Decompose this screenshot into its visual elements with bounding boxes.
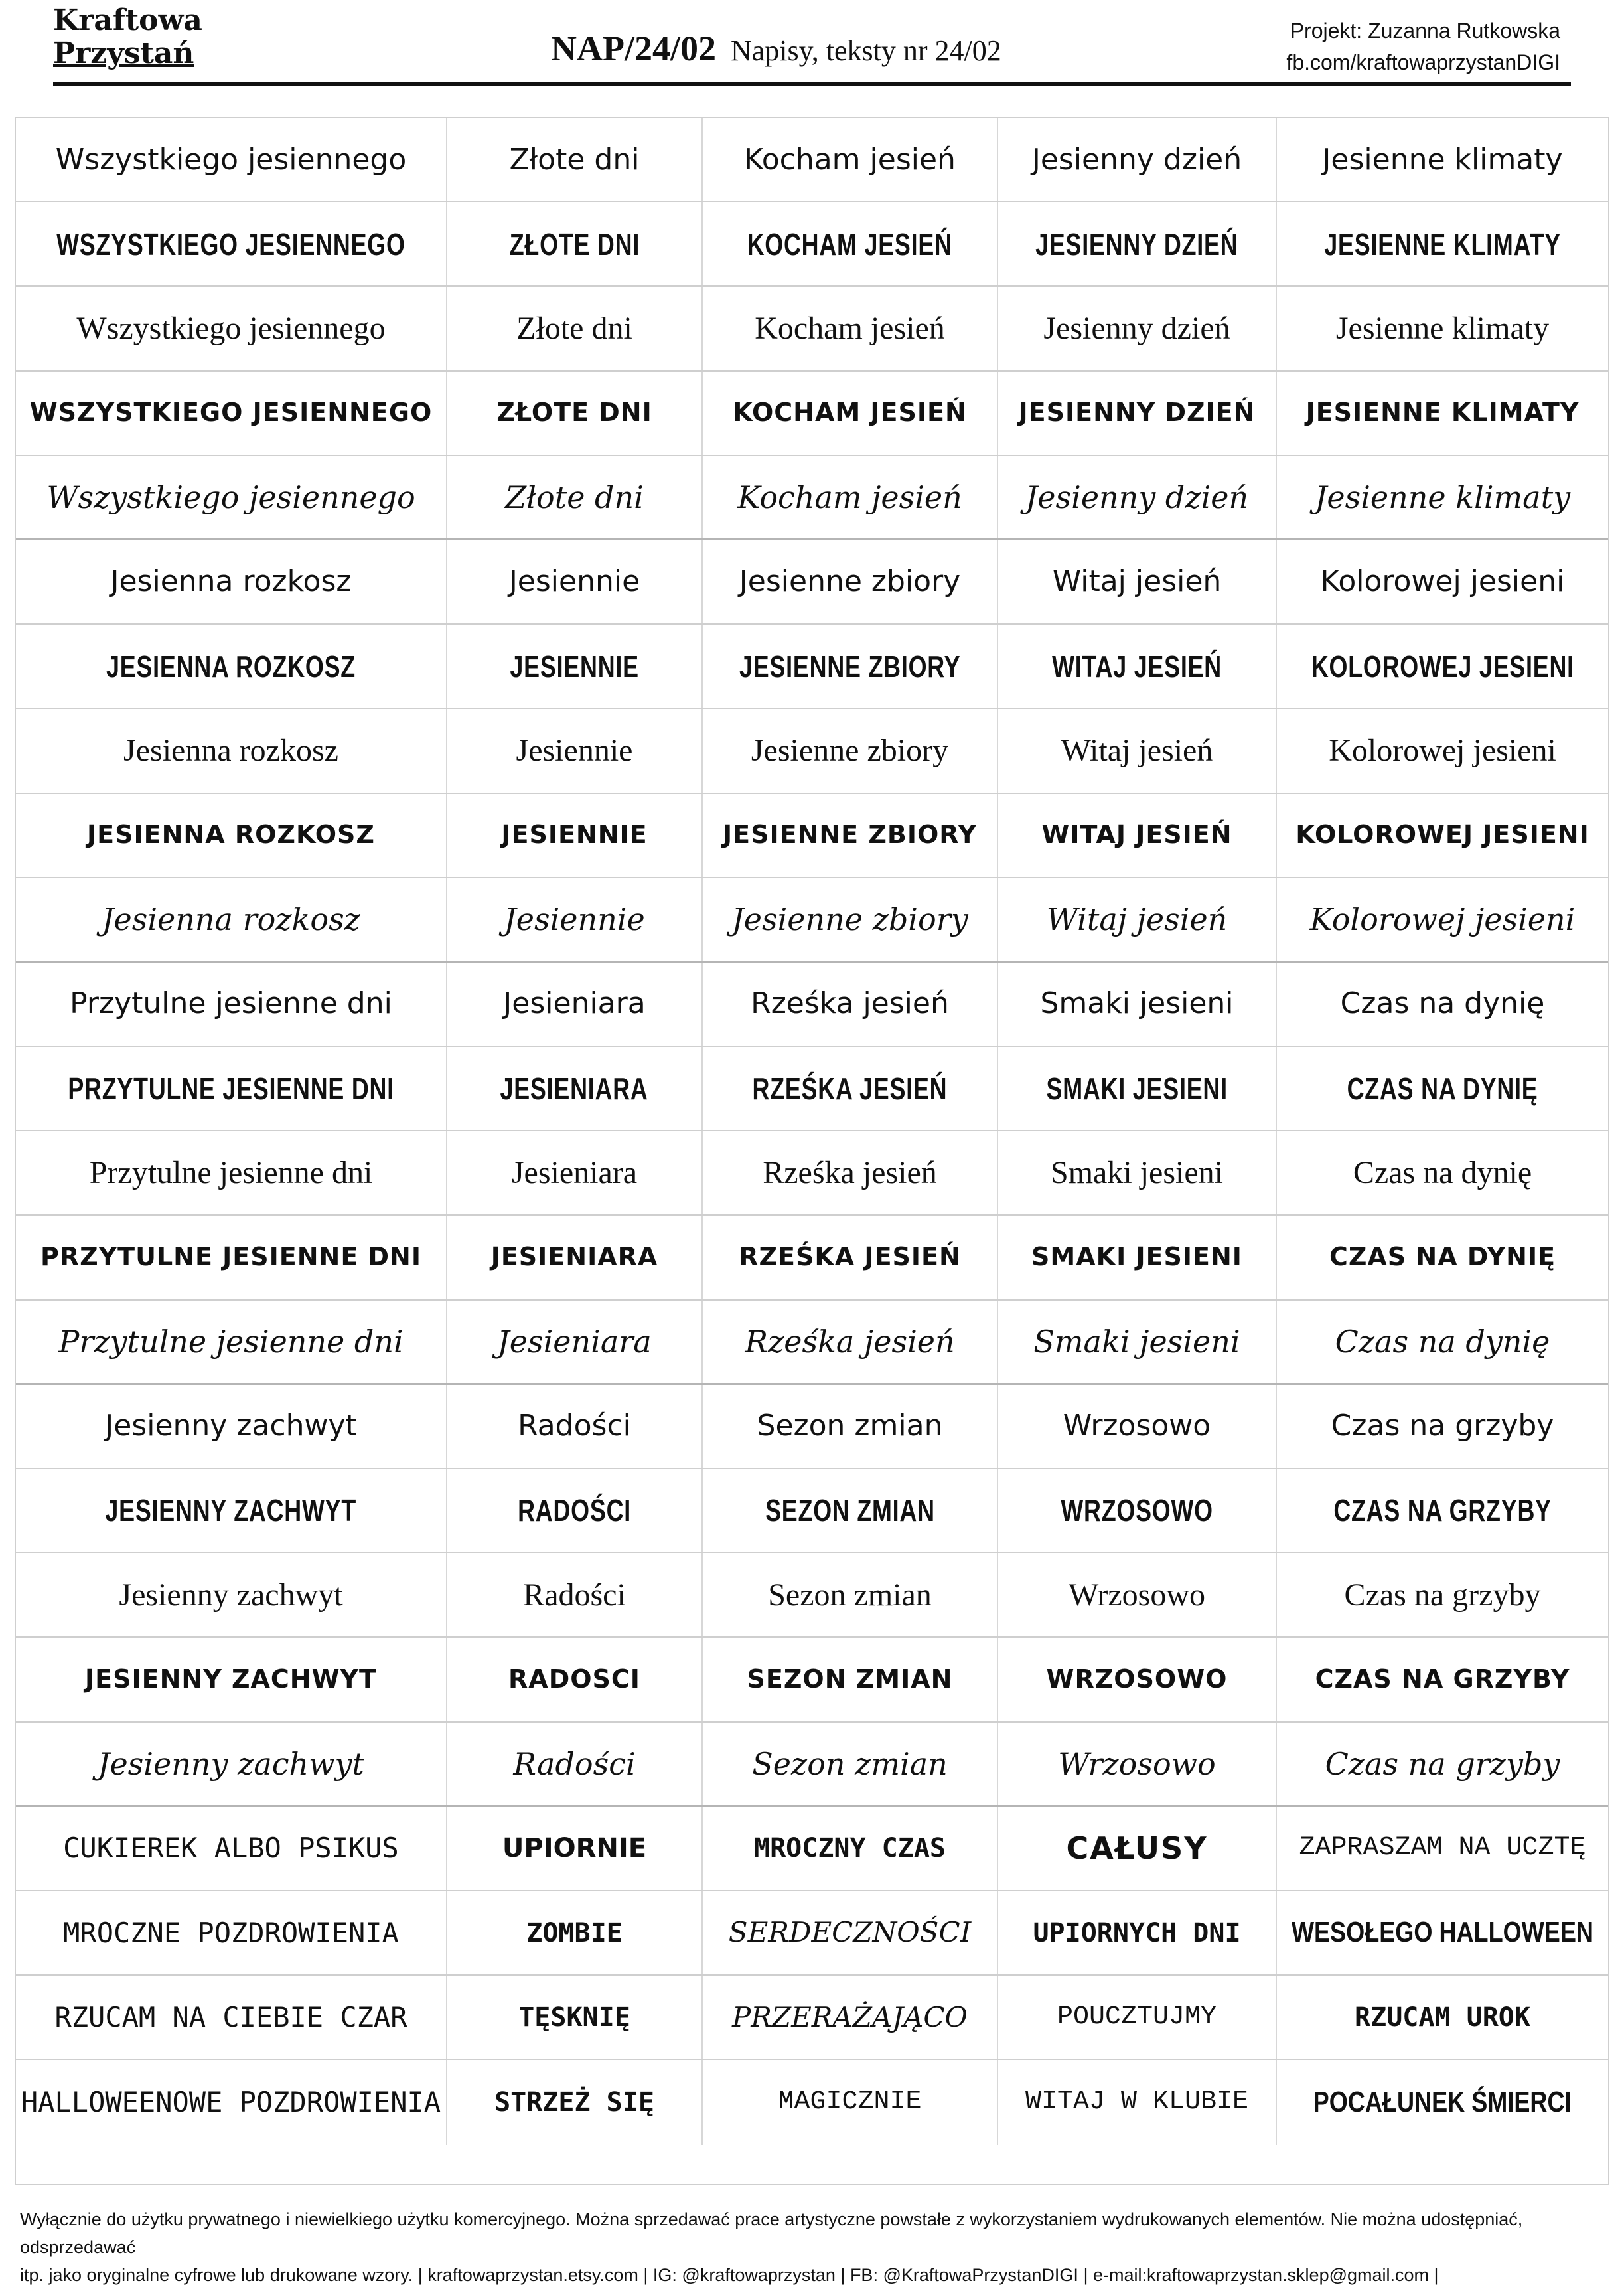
footer-contact: itp. jako oryginalne cyfrowe lub drukowane wzory. | kraftowaprzystan.etsy.com | IG: @kraftowaprzystan | FB: @KraftowaPrzystanDIGI | e-mail:kraftowaprzystan.sklep@gmail.com | <box>20 2265 1439 2285</box>
lettering-cell <box>998 118 1277 201</box>
lettering-text: PRZERAŻAJĄCO <box>732 2000 968 2033</box>
lettering-cell <box>998 1131 1277 1214</box>
lettering-text: Rześka jesień <box>745 1323 955 1360</box>
lettering-text: WSZYSTKIEGO JESIENNEGO <box>56 226 406 262</box>
lettering-text: WESOŁEGO HALLOWEEN <box>1292 1916 1594 1949</box>
lettering-text: Jesieniara <box>511 1154 638 1190</box>
grid-row <box>16 202 1608 287</box>
grid-row <box>16 1723 1608 1807</box>
lettering-cell <box>1277 1723 1608 1805</box>
lettering-text: ZOMBIE <box>526 1917 623 1948</box>
lettering-cell <box>447 1301 703 1383</box>
lettering-text: Wrzosowo <box>1058 1745 1216 1782</box>
lettering-cell <box>1277 709 1608 792</box>
lettering-cell <box>703 1976 998 2059</box>
lettering-text: JESIENNY ZACHWYT <box>85 1664 377 1694</box>
lettering-text: JESIENNY ZACHWYT <box>105 1493 357 1528</box>
grid-row <box>16 1216 1608 1300</box>
lettering-cell <box>998 1891 1277 1974</box>
lettering-text: MAGICZNIE <box>778 2087 922 2117</box>
lettering-cell <box>998 709 1277 792</box>
lettering-text: Kocham jesień <box>755 310 945 346</box>
lettering-text: Radości <box>523 1577 626 1613</box>
lettering-cell <box>447 709 703 792</box>
lettering-cell <box>16 878 447 961</box>
lettering-text: Przytulne jesienne dni <box>70 987 392 1021</box>
lettering-cell <box>447 1723 703 1805</box>
lettering-text: CZAS NA DYNIĘ <box>1347 1071 1538 1106</box>
lettering-text: Czas na dynię <box>1340 987 1545 1021</box>
lettering-text: Jesienna rozkosz <box>102 901 360 937</box>
lettering-cell <box>447 1131 703 1214</box>
lettering-cell <box>998 1469 1277 1552</box>
lettering-cell <box>703 118 998 201</box>
grid-row <box>16 2060 1608 2144</box>
lettering-text: Jesieniara <box>497 1323 652 1360</box>
lettering-cell <box>703 1216 998 1299</box>
lettering-cell <box>16 1131 447 1214</box>
lettering-cell <box>703 1807 998 1890</box>
lettering-text: Jesienne zbiory <box>751 732 949 768</box>
lettering-cell <box>1277 625 1608 708</box>
lettering-text: Jesienny zachwyt <box>119 1577 343 1613</box>
grid-row <box>16 963 1608 1047</box>
lettering-text: WRZOSOWO <box>1061 1493 1213 1528</box>
lettering-cell <box>447 963 703 1046</box>
set-code: NAP/24/02 <box>551 29 716 68</box>
lettering-cell <box>16 202 447 285</box>
lettering-cell <box>703 287 998 370</box>
lettering-cell <box>703 878 998 961</box>
lettering-text: PRZYTULNE JESIENNE DNI <box>68 1071 394 1106</box>
lettering-text: JESIENNE ZBIORY <box>739 649 961 684</box>
lettering-text: SMAKI JESIENI <box>1031 1242 1242 1272</box>
lettering-text: ZŁOTE DNI <box>496 398 652 428</box>
set-subtitle: Napisy, teksty nr 24/02 <box>731 35 1001 67</box>
lettering-cell <box>447 2060 703 2144</box>
lettering-text: SEZON ZMIAN <box>765 1493 935 1528</box>
lettering-cell <box>998 625 1277 708</box>
lettering-text: Rześka jesień <box>751 987 949 1021</box>
lettering-text: RZUCAM NA CIEBIE CZAR <box>54 2000 407 2033</box>
grid-row <box>16 456 1608 540</box>
lettering-cell <box>998 1301 1277 1383</box>
lettering-cell <box>16 1047 447 1130</box>
lettering-cell <box>1277 118 1608 201</box>
lettering-text: WRZOSOWO <box>1046 1664 1228 1694</box>
lettering-cell <box>16 625 447 708</box>
lettering-cell <box>16 1807 447 1890</box>
lettering-cell <box>447 1638 703 1721</box>
lettering-cell <box>16 1723 447 1805</box>
lettering-text: JESIENIARA <box>490 1242 658 1272</box>
lettering-cell <box>16 1301 447 1383</box>
logo-line-2: Przystań <box>53 37 194 70</box>
lettering-text: Jesienne zbiory <box>739 564 961 599</box>
lettering-cell <box>703 456 998 538</box>
grid-row <box>16 625 1608 709</box>
lettering-text: Przytulne jesienne dni <box>58 1323 404 1360</box>
lettering-cell <box>998 372 1277 455</box>
lettering-text: UPIORNIE <box>502 1833 647 1864</box>
lettering-cell <box>16 540 447 623</box>
lettering-text: Wszystkiego jesiennego <box>55 142 407 177</box>
lettering-cell <box>16 1976 447 2059</box>
lettering-cell <box>16 963 447 1046</box>
lettering-text: TĘSKNIĘ <box>518 2002 630 2033</box>
lettering-text: POUCZTUJMY <box>1057 2002 1217 2032</box>
lettering-text: Czas na grzyby <box>1344 1577 1541 1613</box>
lettering-cell <box>998 1216 1277 1299</box>
lettering-cell <box>16 1553 447 1636</box>
lettering-cell <box>16 287 447 370</box>
lettering-cell <box>998 287 1277 370</box>
lettering-text: SMAKI JESIENI <box>1046 1071 1228 1106</box>
lettering-cell <box>447 1385 703 1468</box>
lettering-cell <box>998 794 1277 877</box>
brand-logo <box>53 4 292 70</box>
lettering-text: JESIENNY DZIEŃ <box>1018 398 1256 428</box>
lettering-text: Jesiennie <box>508 564 640 599</box>
lettering-text: Radości <box>513 1745 636 1782</box>
lettering-cell <box>703 625 998 708</box>
lettering-cell <box>703 1891 998 1974</box>
lettering-grid <box>15 117 1609 2185</box>
lettering-text: Smaki jesieni <box>1051 1154 1223 1190</box>
lettering-cell <box>1277 1638 1608 1721</box>
lettering-cell <box>998 963 1277 1046</box>
lettering-cell <box>703 2060 998 2144</box>
lettering-text: Jesienna rozkosz <box>110 564 352 599</box>
lettering-text: Smaki jesieni <box>1033 1323 1240 1360</box>
lettering-text: RZEŚKA JESIEŃ <box>739 1242 961 1272</box>
lettering-cell <box>703 1047 998 1130</box>
lettering-text: Sezon zmian <box>752 1745 948 1782</box>
grid-row <box>16 709 1608 793</box>
lettering-cell <box>447 540 703 623</box>
lettering-cell <box>447 1891 703 1974</box>
page-title <box>551 28 1001 69</box>
lettering-text: Złote dni <box>509 142 640 177</box>
lettering-cell <box>16 118 447 201</box>
lettering-text: MROCZNY CZAS <box>754 1833 946 1864</box>
lettering-text: HALLOWEENOWE POZDROWIENIA <box>21 2085 441 2118</box>
lettering-cell <box>1277 1131 1608 1214</box>
lettering-cell <box>1277 202 1608 285</box>
lettering-text: CUKIEREK ALBO PSIKUS <box>63 1832 399 1865</box>
grid-row <box>16 1553 1608 1638</box>
lettering-text: SERDECZNOŚCI <box>728 1916 972 1949</box>
lettering-cell <box>703 709 998 792</box>
lettering-cell <box>16 456 447 538</box>
lettering-text: KOCHAM JESIEŃ <box>747 226 953 262</box>
lettering-text: ZŁOTE DNI <box>509 226 640 262</box>
lettering-text: JESIENIARA <box>500 1071 649 1106</box>
lettering-text: Złote dni <box>516 310 632 346</box>
lettering-cell <box>447 372 703 455</box>
lettering-cell <box>1277 2060 1608 2144</box>
lettering-text: CAŁUSY <box>1066 1830 1208 1867</box>
lettering-cell <box>1277 1976 1608 2059</box>
lettering-text: Jesienny dzień <box>1025 479 1249 515</box>
lettering-cell <box>447 1216 703 1299</box>
lettering-cell <box>16 1469 447 1552</box>
lettering-cell <box>447 625 703 708</box>
lettering-cell <box>998 540 1277 623</box>
lettering-text: Witaj jesień <box>1052 564 1222 599</box>
lettering-cell <box>1277 1891 1608 1974</box>
lettering-text: JESIENNE KLIMATY <box>1305 398 1580 428</box>
header-divider <box>53 82 1571 86</box>
lettering-cell <box>703 1638 998 1721</box>
page-footer <box>20 2205 1606 2289</box>
lettering-text: Witaj jesień <box>1046 901 1228 937</box>
grid-row <box>16 287 1608 371</box>
lettering-cell <box>703 1469 998 1552</box>
facebook-link[interactable]: fb.com/kraftowaprzystanDIGI <box>1286 50 1560 74</box>
lettering-text: MROCZNE POZDROWIENIA <box>63 1916 399 1949</box>
lettering-cell <box>447 878 703 961</box>
lettering-cell <box>16 1638 447 1721</box>
grid-row <box>16 878 1608 963</box>
lettering-text: Czas na grzyby <box>1325 1745 1560 1782</box>
lettering-text: JESIENNA ROZKOSZ <box>87 820 375 850</box>
lettering-text: Smaki jesieni <box>1040 987 1234 1021</box>
lettering-text: Jesienny zachwyt <box>98 1745 364 1782</box>
lettering-text: WITAJ JESIEŃ <box>1052 649 1222 684</box>
lettering-text: Kolorowej jesieni <box>1329 732 1556 768</box>
lettering-text: Przytulne jesienne dni <box>89 1154 373 1190</box>
lettering-cell <box>1277 878 1608 961</box>
lettering-cell <box>16 372 447 455</box>
lettering-text: RADOŚCI <box>518 1493 631 1528</box>
lettering-cell <box>998 1638 1277 1721</box>
lettering-text: JESIENNA ROZKOSZ <box>106 649 356 684</box>
lettering-cell <box>1277 963 1608 1046</box>
lettering-text: Czas na grzyby <box>1331 1409 1554 1443</box>
lettering-text: UPIORNYCH DNI <box>1033 1917 1241 1948</box>
lettering-text: WITAJ JESIEŃ <box>1041 820 1232 850</box>
lettering-cell <box>703 1553 998 1636</box>
grid-row <box>16 1047 1608 1131</box>
lettering-cell <box>1277 456 1608 538</box>
lettering-text: JESIENNY DZIEŃ <box>1035 226 1238 262</box>
lettering-text: Witaj jesień <box>1061 732 1213 768</box>
lettering-text: Jesienne zbiory <box>731 901 968 937</box>
lettering-text: SEZON ZMIAN <box>747 1664 953 1694</box>
lettering-text: RZEŚKA JESIEŃ <box>752 1071 948 1106</box>
lettering-text: ZAPRASZAM NA UCZTĘ <box>1299 1833 1586 1863</box>
grid-row <box>16 1131 1608 1216</box>
lettering-text: Kolorowej jesieni <box>1320 564 1565 599</box>
lettering-cell <box>703 540 998 623</box>
lettering-cell <box>998 1385 1277 1468</box>
lettering-cell <box>1277 1553 1608 1636</box>
lettering-text: Czas na dynię <box>1335 1323 1550 1360</box>
lettering-text: Jesienna rozkosz <box>123 732 338 768</box>
grid-row <box>16 1301 1608 1385</box>
lettering-cell <box>998 202 1277 285</box>
lettering-text: RADOSCI <box>508 1664 640 1694</box>
lettering-text: Wrzosowo <box>1068 1577 1205 1613</box>
grid-row <box>16 1638 1608 1722</box>
lettering-text: JESIENNE ZBIORY <box>722 820 977 850</box>
lettering-cell <box>447 287 703 370</box>
lettering-cell <box>447 1807 703 1890</box>
lettering-cell <box>1277 1216 1608 1299</box>
lettering-cell <box>447 118 703 201</box>
lettering-text: Kolorowej jesieni <box>1309 901 1576 937</box>
lettering-text: POCAŁUNEK ŚMIERCI <box>1313 2085 1572 2118</box>
lettering-text: Jesienny dzień <box>1031 142 1242 177</box>
project-info <box>1286 15 1560 78</box>
grid-row <box>16 372 1608 456</box>
grid-row <box>16 1891 1608 1976</box>
lettering-text: KOLOROWEJ JESIENI <box>1295 820 1589 850</box>
lettering-text: Wszystkiego jesiennego <box>46 479 415 515</box>
lettering-text: Kocham jesień <box>744 142 956 177</box>
grid-row <box>16 1385 1608 1469</box>
lettering-cell <box>998 1723 1277 1805</box>
lettering-text: JESIENNIE <box>510 649 639 684</box>
lettering-text: RZUCAM UROK <box>1355 2002 1530 2033</box>
lettering-cell <box>703 1385 998 1468</box>
lettering-cell <box>703 963 998 1046</box>
lettering-text: Jesienne klimaty <box>1335 310 1550 346</box>
lettering-text: Wszystkiego jesiennego <box>76 310 386 346</box>
logo-line-1: Kraftowa <box>53 3 202 37</box>
lettering-text: KOLOROWEJ JESIENI <box>1311 649 1574 684</box>
project-author: Projekt: Zuzanna Rutkowska <box>1290 19 1560 42</box>
lettering-text: Jesiennie <box>516 732 633 768</box>
lettering-text: Jesiennie <box>504 901 645 937</box>
lettering-cell <box>703 1301 998 1383</box>
lettering-text: Czas na dynię <box>1353 1154 1532 1190</box>
lettering-cell <box>1277 1807 1608 1890</box>
lettering-text: PRZYTULNE JESIENNE DNI <box>40 1242 421 1272</box>
lettering-cell <box>16 1891 447 1974</box>
lettering-cell <box>447 1469 703 1552</box>
lettering-text: WSZYSTKIEGO JESIENNEGO <box>29 398 433 428</box>
lettering-cell <box>1277 1047 1608 1130</box>
lettering-cell <box>1277 540 1608 623</box>
lettering-cell <box>998 1976 1277 2059</box>
lettering-cell <box>1277 1301 1608 1383</box>
lettering-text: CZAS NA DYNIĘ <box>1329 1242 1556 1272</box>
lettering-cell <box>1277 794 1608 877</box>
lettering-cell <box>447 1976 703 2059</box>
lettering-cell <box>998 1553 1277 1636</box>
lettering-cell <box>703 794 998 877</box>
lettering-text: Rześka jesień <box>763 1154 937 1190</box>
lettering-cell <box>16 794 447 877</box>
lettering-text: Jesienny zachwyt <box>105 1409 357 1443</box>
lettering-text: Jesienne klimaty <box>1322 142 1563 177</box>
lettering-text: Jesieniara <box>503 987 646 1021</box>
lettering-cell <box>447 1047 703 1130</box>
lettering-cell <box>998 456 1277 538</box>
grid-row <box>16 1469 1608 1553</box>
lettering-text: Radości <box>518 1409 631 1443</box>
lettering-cell <box>998 2060 1277 2144</box>
lettering-text: STRZEŻ SIĘ <box>494 2087 654 2118</box>
grid-row <box>16 1807 1608 1891</box>
lettering-cell <box>1277 287 1608 370</box>
lettering-cell <box>1277 1469 1608 1552</box>
lettering-text: JESIENNIE <box>501 820 648 850</box>
grid-row <box>16 118 1608 202</box>
grid-row <box>16 794 1608 878</box>
lettering-text: Sezon zmian <box>757 1409 943 1443</box>
lettering-text: Jesienne klimaty <box>1314 479 1571 515</box>
lettering-text: KOCHAM JESIEŃ <box>733 398 967 428</box>
lettering-cell <box>998 1047 1277 1130</box>
grid-row <box>16 540 1608 625</box>
lettering-text: Kocham jesień <box>737 479 962 515</box>
lettering-cell <box>703 1131 998 1214</box>
lettering-text: Złote dni <box>505 479 644 515</box>
lettering-cell <box>998 1807 1277 1890</box>
lettering-cell <box>998 878 1277 961</box>
lettering-cell <box>447 456 703 538</box>
lettering-cell <box>1277 372 1608 455</box>
lettering-text: Jesienny dzień <box>1043 310 1230 346</box>
lettering-text: WITAJ W KLUBIE <box>1025 2087 1249 2117</box>
lettering-cell <box>703 1723 998 1805</box>
lettering-cell <box>1277 1385 1608 1468</box>
lettering-cell <box>16 1216 447 1299</box>
lettering-text: CZAS NA GRZYBY <box>1333 1493 1552 1528</box>
lettering-cell <box>447 794 703 877</box>
lettering-cell <box>703 202 998 285</box>
lettering-cell <box>703 372 998 455</box>
lettering-cell <box>447 202 703 285</box>
lettering-cell <box>447 1553 703 1636</box>
lettering-cell <box>16 709 447 792</box>
lettering-text: CZAS NA GRZYBY <box>1315 1664 1570 1694</box>
lettering-cell <box>16 1385 447 1468</box>
grid-row <box>16 1976 1608 2060</box>
lettering-cell <box>16 2060 447 2144</box>
lettering-text: Wrzosowo <box>1063 1409 1211 1443</box>
lettering-text: Sezon zmian <box>768 1577 932 1613</box>
footer-license: Wyłącznie do użytku prywatnego i niewielkiego użytku komercyjnego. Można sprzedawać prace artystyczne powstałe z wykorzystaniem wydrukowanych elementów. Nie można udostępniać, odsprzedawać <box>20 2209 1523 2257</box>
lettering-text: JESIENNE KLIMATY <box>1324 226 1561 262</box>
